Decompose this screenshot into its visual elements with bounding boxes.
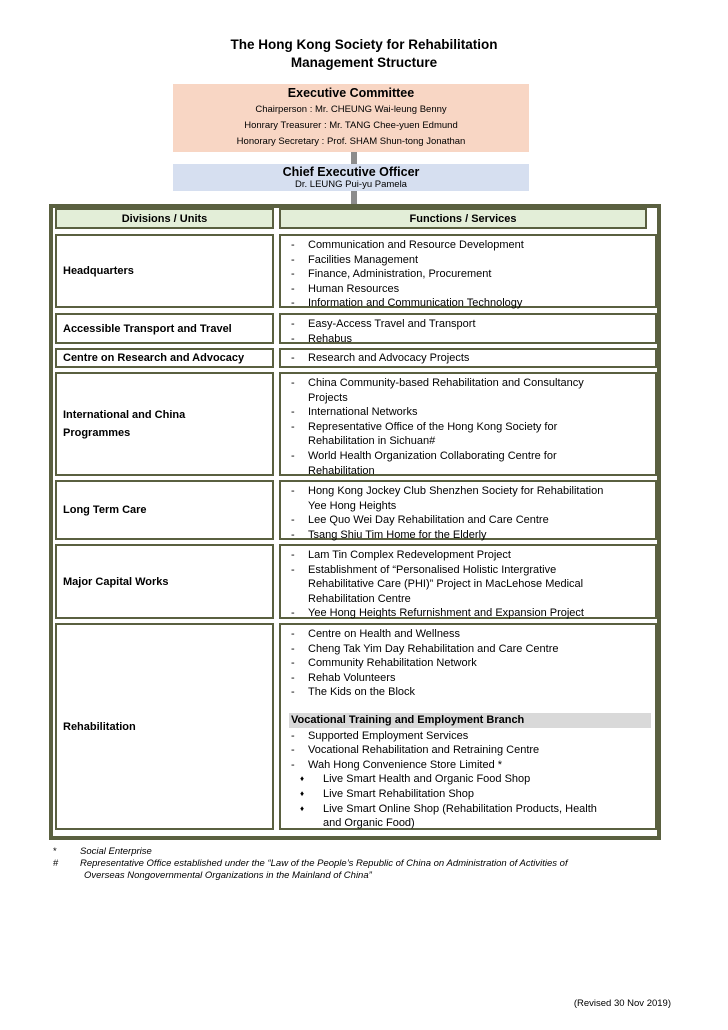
list-item: - Lam Tin Complex Redevelopment Project xyxy=(291,549,511,561)
list-item: - Tsang Shiu Tim Home for the Elderly xyxy=(291,528,487,541)
list-item-continuation: Yee Hong Heights xyxy=(308,499,397,512)
division-label: Headquarters xyxy=(63,265,134,277)
chairperson-line: Chairperson : Mr. CHEUNG Wai-leung Benny xyxy=(255,104,447,115)
revised-date: (Revised 30 Nov 2019) xyxy=(573,998,671,1009)
document-subtitle: Management Structure xyxy=(290,55,438,70)
list-item: - Easy-Access Travel and Transport xyxy=(291,318,476,330)
functions-cell xyxy=(279,372,657,476)
column-header-divisions: Divisions / Units xyxy=(55,208,274,229)
footnote: # Representative Office established under the “Law of the People’s Republic of China on Administration of Activities of xyxy=(53,858,568,869)
treasurer-line: Honrary Treasurer : Mr. TANG Chee-yuen Edmund xyxy=(244,120,458,131)
list-item: - Facilities Management xyxy=(291,253,419,266)
dash-marker: - xyxy=(291,607,295,620)
dash-marker: - xyxy=(291,671,295,684)
functions-cell xyxy=(279,623,657,830)
bullet-marker: ♦ xyxy=(300,803,305,813)
list-item: - Vocational Rehabilitation and Retraining Centre xyxy=(291,744,540,757)
executive-committee-heading: Executive Committee xyxy=(287,86,415,100)
division-cell xyxy=(55,348,274,368)
ceo-heading: Chief Executive Officer xyxy=(282,165,420,179)
functions-cell xyxy=(279,348,657,368)
document-title: The Hong Kong Society for Rehabilitation xyxy=(230,37,498,52)
dash-marker: - xyxy=(291,239,295,251)
dash-marker: - xyxy=(291,253,295,266)
dash-marker: - xyxy=(291,449,295,462)
shop-item-continuation: and Organic Food) xyxy=(323,817,415,830)
list-item: - Cheng Tak Yim Day Rehabilitation and Care Centre xyxy=(291,642,559,655)
footnote-symbol: * xyxy=(53,846,57,857)
dash-marker: - xyxy=(291,642,295,655)
list-item: - Research and Advocacy Projects xyxy=(291,352,470,364)
dash-marker: - xyxy=(291,758,295,771)
list-item: - World Health Organization Collaborating Centre for xyxy=(291,449,557,462)
dash-marker: - xyxy=(291,297,295,310)
functions-cell xyxy=(279,480,657,540)
dash-marker: - xyxy=(291,729,295,742)
list-item-continuation: Rehabilitation xyxy=(308,464,375,477)
list-item: - Information and Communication Technology xyxy=(291,297,523,310)
list-item: - Establishment of “Personalised Holistic Intergrative xyxy=(291,563,557,576)
list-item: - Supported Employment Services xyxy=(291,729,469,742)
list-item: - International Networks xyxy=(291,406,418,419)
dash-marker: - xyxy=(291,318,295,330)
list-item: - Centre on Health and Wellness xyxy=(291,628,461,640)
dash-marker: - xyxy=(291,628,295,640)
division-label: International and China Programmes xyxy=(63,409,186,439)
list-item-continuation: Rehabilitative Care (PHI)” Project in MacLehose Medical xyxy=(308,578,584,591)
list-item: - Community Rehabilitation Network xyxy=(291,657,477,670)
dash-marker: - xyxy=(291,528,295,541)
dash-marker: - xyxy=(291,377,295,389)
functions-cell xyxy=(279,234,657,308)
footnote-symbol: # xyxy=(53,858,59,869)
ceo-name: Dr. LEUNG Pui-yu Pamela xyxy=(295,179,407,190)
list-item: - Yee Hong Heights Refurnishment and Expansion Project xyxy=(291,607,584,620)
shop-item: ♦ Live Smart Online Shop (Rehabilitation Products, Health xyxy=(300,802,597,815)
dash-marker: - xyxy=(291,514,295,527)
division-cell xyxy=(55,372,274,476)
footnotes xyxy=(53,846,568,882)
functions-cell xyxy=(279,313,657,344)
footnote: * Social Enterprise xyxy=(53,846,152,857)
dash-marker: - xyxy=(291,744,295,757)
secretary-line: Honorary Secretary : Prof. SHAM Shun-tong Jonathan xyxy=(236,136,466,147)
bullet-marker: ♦ xyxy=(300,788,305,798)
executive-committee-box xyxy=(173,84,529,152)
division-label: Centre on Research and Advocacy xyxy=(63,352,245,364)
dash-marker: - xyxy=(291,485,295,497)
division-label: Rehabilitation xyxy=(63,720,136,733)
dash-marker: - xyxy=(291,420,295,433)
list-item: - Rehab Volunteers xyxy=(291,671,396,684)
shop-item: ♦ Live Smart Rehabilitation Shop xyxy=(300,787,475,800)
dash-marker: - xyxy=(291,549,295,561)
list-item: - Rehabus xyxy=(291,332,353,345)
branch-heading: Vocational Training and Employment Branch xyxy=(289,713,651,728)
division-cell xyxy=(55,234,274,308)
list-item: - Representative Office of the Hong Kong Society for xyxy=(291,420,558,433)
list-item-continuation: Projects xyxy=(308,391,348,404)
division-cell xyxy=(55,480,274,540)
dash-marker: - xyxy=(291,406,295,419)
shop-item: ♦ Live Smart Health and Organic Food Shop xyxy=(300,773,531,786)
division-cell xyxy=(55,623,274,830)
ceo-box xyxy=(173,164,529,191)
division-cell xyxy=(55,544,274,619)
list-item-continuation: Rehabilitation Centre xyxy=(308,592,411,605)
functions-cell xyxy=(279,544,657,619)
bullet-marker: ♦ xyxy=(300,774,305,784)
list-item: - Finance, Administration, Procurement xyxy=(291,268,492,281)
division-label: Long Term Care xyxy=(63,504,147,516)
dash-marker: - xyxy=(291,268,295,281)
dash-marker: - xyxy=(291,332,295,345)
list-item: - Wah Hong Convenience Store Limited * xyxy=(291,758,503,771)
column-header-functions: Functions / Services xyxy=(279,208,647,229)
list-item: - Hong Kong Jockey Club Shenzhen Society for Rehabilitation xyxy=(291,485,604,497)
list-item: - Communication and Resource Development xyxy=(291,239,524,251)
list-item: - China Community-based Rehabilitation and Consultancy xyxy=(291,377,584,389)
dash-marker: - xyxy=(291,563,295,576)
footnote-continuation: Overseas Nongovernmental Organizations in the Mainland of China” xyxy=(84,870,372,881)
list-item-continuation: Rehabilitation in Sichuan# xyxy=(308,435,436,448)
division-cell xyxy=(55,313,274,344)
list-item: - Human Resources xyxy=(291,282,400,295)
dash-marker: - xyxy=(291,352,295,364)
list-item: - Lee Quo Wei Day Rehabilitation and Care Centre xyxy=(291,514,549,527)
dash-marker: - xyxy=(291,686,295,699)
dash-marker: - xyxy=(291,657,295,670)
dash-marker: - xyxy=(291,282,295,295)
division-label: Accessible Transport and Travel xyxy=(63,322,232,335)
division-label: Major Capital Works xyxy=(63,575,169,588)
list-item: - The Kids on the Block xyxy=(291,686,416,699)
